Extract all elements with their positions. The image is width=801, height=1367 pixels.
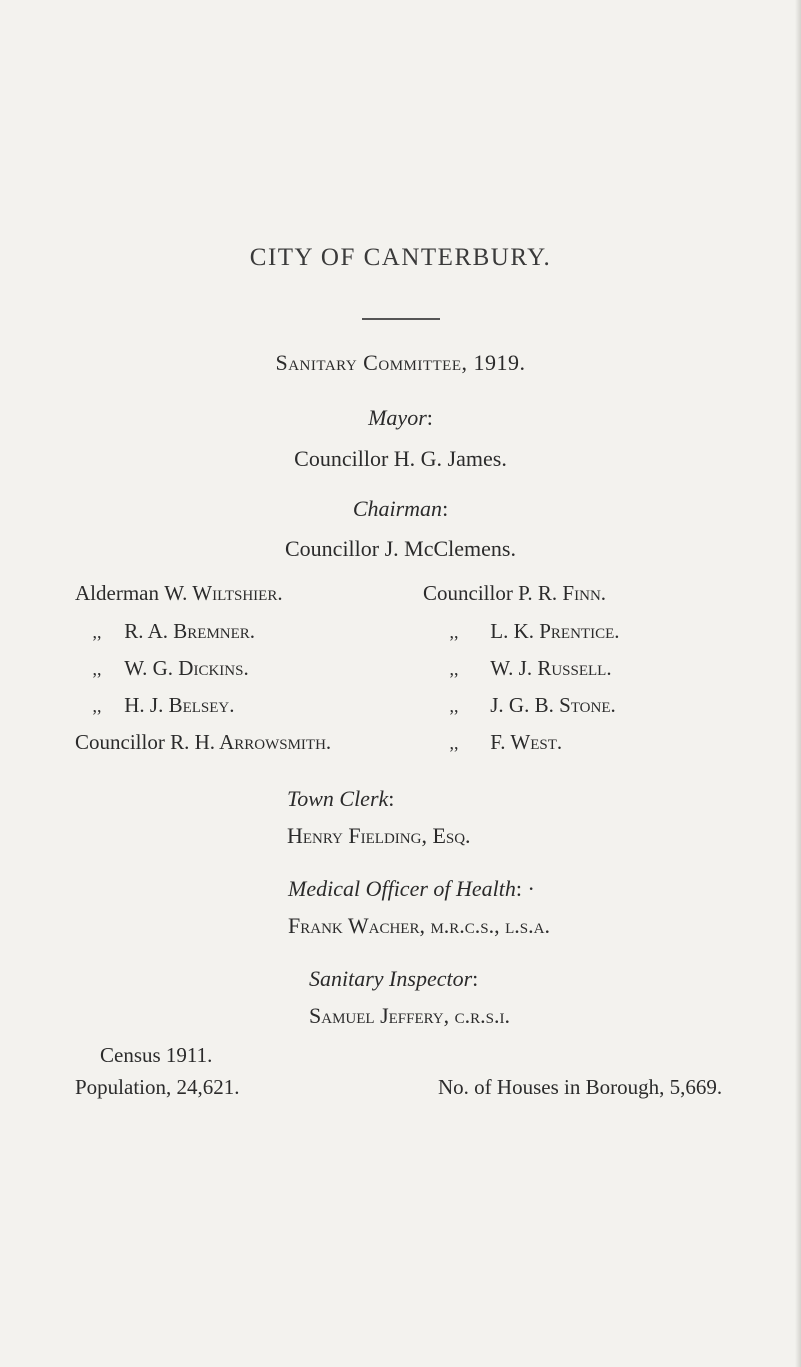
sanitary-inspector-colon: : [472, 966, 479, 991]
medical-officer-label: Medical Officer of Health [288, 876, 516, 901]
member-prefix-ditto: ,, [449, 622, 459, 642]
member-name: H. J. Belsey. [124, 693, 235, 717]
title-divider [362, 318, 440, 320]
member-left-3 [75, 693, 235, 718]
member-left-0 [75, 581, 283, 606]
mayor-role [0, 405, 801, 431]
committee-heading: Sanitary Committee, 1919. [275, 350, 526, 375]
member-right-2 [423, 656, 612, 681]
mayor-name [0, 446, 801, 472]
member-right-1 [423, 619, 620, 644]
mayor-label: Mayor [368, 405, 427, 430]
chairman-label: Chairman [352, 496, 443, 521]
census-heading: Census 1911. [100, 1043, 213, 1067]
member-name: F. West. [490, 730, 563, 754]
member-name: R. H. Arrowsmith. [170, 730, 332, 754]
sanitary-inspector-label: Sanitary Inspector [309, 966, 473, 991]
town-clerk-colon: : [388, 786, 395, 811]
medical-officer-colon: : · [515, 876, 535, 901]
member-prefix: Councillor [423, 581, 513, 605]
census-houses: No. of Houses in Borough, 5,669. [438, 1075, 723, 1099]
member-prefix-ditto: ,, [449, 659, 459, 679]
member-left-2 [75, 656, 249, 681]
chairman-name-text: Councillor J. McClemens. [285, 536, 516, 561]
member-name: W. J. Russell. [490, 656, 612, 680]
member-prefix-ditto: ,, [92, 696, 102, 716]
member-name: W. Wiltshier. [164, 581, 283, 605]
chairman-role [0, 496, 801, 522]
town-clerk-label: Town Clerk [287, 786, 389, 811]
sanitary-inspector-role [309, 966, 478, 992]
member-left-4 [75, 730, 331, 755]
member-prefix-ditto: ,, [449, 696, 459, 716]
member-name: J. G. B. Stone. [490, 693, 616, 717]
member-prefix: Councillor [75, 730, 165, 754]
town-clerk-role [287, 786, 394, 812]
member-name: R. A. Bremner. [124, 619, 256, 643]
mayor-name-text: Councillor H. G. James. [294, 446, 507, 471]
member-right-0 [423, 581, 606, 606]
sanitary-inspector-name: Samuel Jeffery, c.r.s.i. [309, 1003, 510, 1028]
census-population: Population, 24,621. [75, 1075, 240, 1099]
member-left-1 [75, 619, 255, 644]
member-prefix: Alderman [75, 581, 159, 605]
chairman-colon: : [442, 496, 449, 521]
member-prefix-ditto: ,, [92, 622, 102, 642]
member-name: W. G. Dickins. [124, 656, 249, 680]
page-edge-shadow [795, 0, 801, 1367]
town-clerk-name: Henry Fielding, Esq. [287, 823, 471, 848]
chairman-name [0, 536, 801, 562]
medical-officer-name: Frank Wacher, m.r.c.s., l.s.a. [288, 913, 550, 938]
member-prefix-ditto: ,, [92, 659, 102, 679]
page-title: CITY OF CANTERBURY. [249, 244, 552, 271]
member-name: P. R. Finn. [518, 581, 607, 605]
member-right-3 [423, 693, 616, 718]
member-name: L. K. Prentice. [490, 619, 620, 643]
member-prefix-ditto: ,, [449, 733, 459, 753]
medical-officer-role [288, 876, 535, 902]
member-right-4 [423, 730, 562, 755]
mayor-colon: : [426, 405, 433, 430]
